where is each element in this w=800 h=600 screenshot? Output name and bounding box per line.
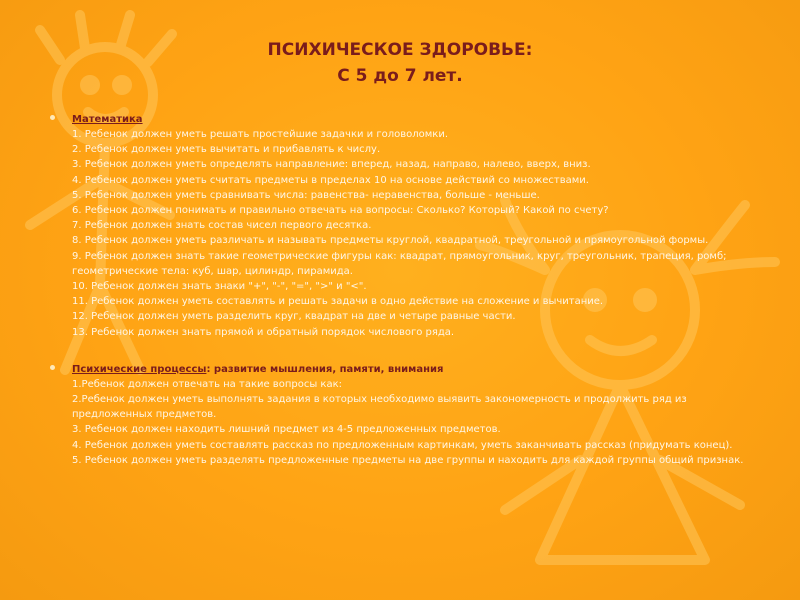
slide-subtitle: С 5 до 7 лет. xyxy=(337,66,463,86)
list-item: 8. Ребенок должен уметь различать и называть предметы круглой, квадратной, треугольной и прямоугольной формы. xyxy=(72,235,709,247)
list-item: 5. Ребенок должен уметь разделять предложенные предметы на две группы и находить для каждой группы общий признак. xyxy=(72,454,744,466)
list-item: 4. Ребенок должен уметь составлять рассказ по предложенным картинкам, уметь заканчивать рассказ (придумать конец). xyxy=(72,439,733,451)
section-heading xyxy=(72,362,760,377)
mental-processes-heading-link[interactable]: Психические процессы xyxy=(72,363,207,375)
list-item: 3. Ребенок должен находить лишний предмет из 4-5 предложенных предметов. xyxy=(72,424,501,436)
list-item: 11. Ребенок должен уметь составлять и решать задачи в одно действие на сложение и вычитание. xyxy=(72,296,604,308)
slide-content xyxy=(50,112,760,490)
math-heading-link[interactable]: Математика xyxy=(72,114,143,125)
list-item: 2. Ребенок должен уметь вычитать и прибавлять к числу. xyxy=(72,144,381,156)
list-item: 7. Ребенок должен знать состав чисел первого десятка. xyxy=(72,220,372,232)
list-item: 3. Ребенок должен уметь определять направление: вперед, назад, направо, налево, вверх, вниз. xyxy=(72,159,591,171)
list-item: 6. Ребенок должен понимать и правильно отвечать на вопросы: Сколько? Который? Какой по счету? xyxy=(72,205,609,217)
slide-title: ПСИХИЧЕСКОЕ ЗДОРОВЬЕ: xyxy=(267,40,533,60)
list-item: 10. Ребенок должен знать знаки "+", "-", "=", ">" и "<". xyxy=(72,281,367,293)
list-item: 9. Ребенок должен знать такие геометрические фигуры как: квадрат, прямоугольник, круг, треугольник, трапеция, ромб; геометрические тела: куб, шар, цилиндр, пирамида. xyxy=(72,250,727,277)
section-math xyxy=(50,112,760,340)
list-item: 13. Ребенок должен знать прямой и обратный порядок числового ряда. xyxy=(72,326,455,338)
list-item: 12. Ребенок должен уметь разделить круг, квадрат на две и четыре равные части. xyxy=(72,311,516,323)
heading-separator: : xyxy=(206,363,211,375)
list-item: 1. Ребенок должен уметь решать простейшие задачки и головоломки. xyxy=(72,129,449,140)
section-mental-processes xyxy=(50,362,760,468)
bullet-icon xyxy=(50,115,55,120)
list-item: 1.Ребенок должен отвечать на такие вопросы как: xyxy=(72,378,342,390)
section-heading xyxy=(72,112,760,127)
list-item: 2.Ребенок должен уметь выполнять задания в которых необходимо выявить закономерность и продолжить ряд из предложенных предметов. xyxy=(72,394,687,421)
list-item: 5. Ребенок должен уметь сравнивать числа: равенства- неравенства, больше - меньше. xyxy=(72,189,540,201)
heading-description: развитие мышления, памяти, внимания xyxy=(210,363,444,375)
bullet-icon xyxy=(50,365,55,370)
list-item: 4. Ребенок должен уметь считать предметы в пределах 10 на основе действий со множествами. xyxy=(72,174,589,186)
